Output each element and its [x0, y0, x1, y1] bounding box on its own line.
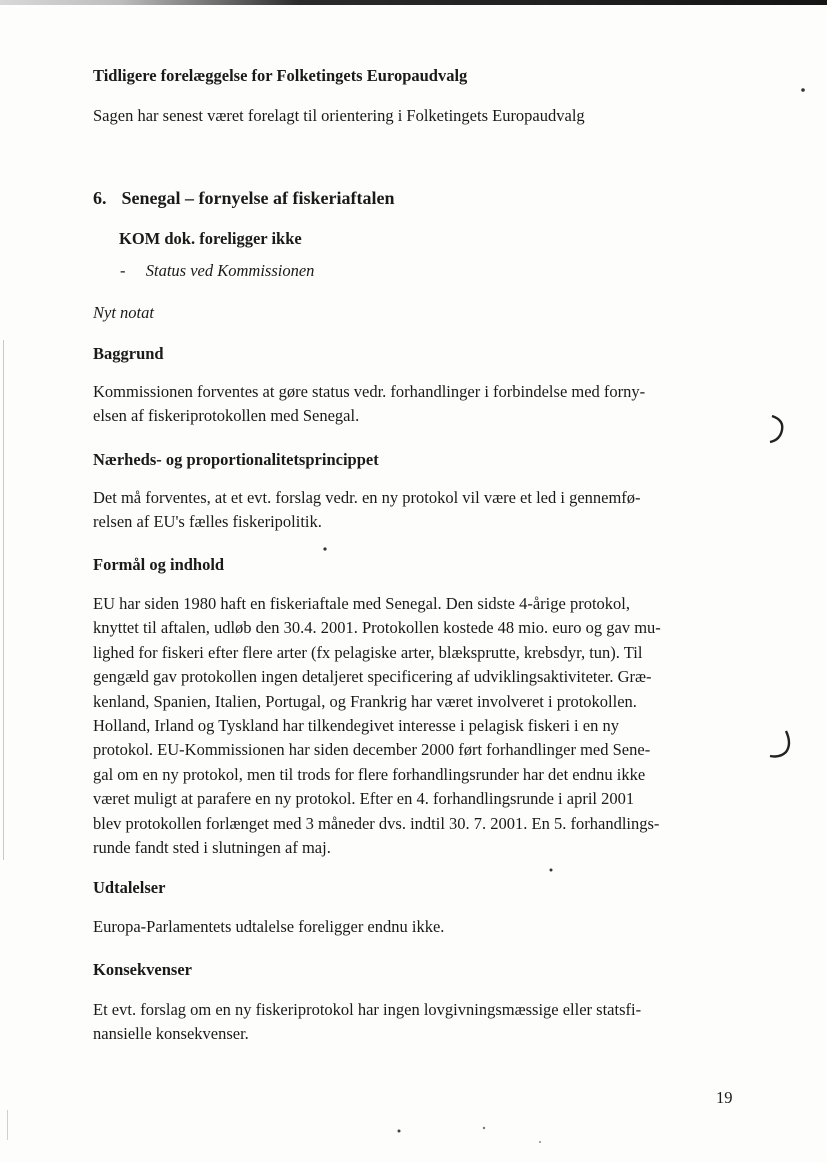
status-dash: -	[120, 261, 126, 280]
baggrund-line: Kommissionen forventes at gøre status vedr. forhandlinger i forbindelse med forny-	[93, 382, 646, 401]
scan-edge-left	[3, 340, 4, 860]
konsekvenser-line: nansielle konsekvenser.	[93, 1024, 249, 1044]
page-number: 19	[716, 1088, 733, 1107]
naerhed-paragraph	[93, 486, 641, 535]
formaal-heading: Formål og indhold	[93, 555, 225, 574]
binding-hole-mark-upper	[770, 416, 782, 442]
formaal-paragraph	[93, 592, 661, 860]
konsekvenser-paragraph	[93, 998, 641, 1047]
prev-section-heading: Tidligere forelæggelse for Folketingets Europaudvalg	[93, 66, 468, 85]
formaal-line: protokol. EU-Kommissionen har siden december 2000 ført forhandlinger med Sene-	[93, 740, 651, 760]
formaal-line: knyttet til aftalen, udløb den 30.4. 2001. Protokollen kostede 48 mio. euro og gav mu-	[93, 618, 661, 638]
naerhed-line: Det må forventes, at et evt. forslag vedr. en ny protokol vil være et led i gennemfø-	[93, 488, 641, 507]
formaal-line: gal om en ny protokol, men til trods for flere forhandlingsrunder har det endnu ikke	[93, 764, 646, 784]
udtalelser-heading: Udtalelser	[93, 878, 166, 897]
formaal-line: gengæld gav protokollen ingen detaljeret specificering af udviklingsaktiviteter. Græ-	[93, 667, 652, 687]
formaal-line: lighed for fiskeri efter flere arter (fx pelagiske arter, blæksprutte, krebsdyr, tun). Til	[93, 642, 643, 662]
baggrund-line: elsen af fiskeriprotokollen med Senegal.	[93, 406, 360, 426]
section-title: Senegal – fornyelse af fiskeriaftalen	[121, 188, 395, 208]
speck	[483, 1127, 485, 1129]
formaal-line: Holland, Irland og Tyskland har tilkendegivet interesse i pelagisk fiskeri i en ny	[93, 716, 619, 736]
udtalelser-body: Europa-Parlamentets udtalelse foreligger endnu ikke.	[93, 917, 445, 936]
naerhed-heading: Nærheds- og proportionalitetsprincippet	[93, 450, 379, 469]
formaal-line: blev protokollen forlænget med 3 måneder dvs. indtil 30. 7. 2001. En 5. forhandlings-	[93, 813, 660, 833]
speck	[801, 88, 805, 92]
speck	[550, 869, 553, 872]
formaal-line: været muligt at parafere en ny protokol. Efter en 4. forhandlingsrunde i april 2001	[93, 789, 635, 809]
scan-edge-top	[0, 0, 827, 5]
scan-edge-left-bottom	[7, 1110, 8, 1140]
section-6-title	[93, 186, 394, 210]
note-label: Nyt notat	[93, 303, 154, 322]
konsekvenser-heading: Konsekvenser	[93, 960, 192, 979]
status-text: Status ved Kommissionen	[145, 261, 315, 280]
konsekvenser-line: Et evt. forslag om en ny fiskeriprotokol har ingen lovgivningsmæssige eller statsfi-	[93, 1000, 642, 1019]
baggrund-heading: Baggrund	[93, 344, 164, 363]
section-number: 6.	[93, 188, 107, 208]
binding-hole-mark-lower	[770, 731, 789, 757]
status-line	[120, 259, 314, 283]
speck	[398, 1130, 401, 1133]
speck	[323, 547, 326, 550]
formaal-line: EU har siden 1980 haft en fiskeriaftale med Senegal. Den sidste 4-årige protokol,	[93, 594, 630, 613]
baggrund-paragraph	[93, 380, 645, 429]
kom-document-line: KOM dok. foreligger ikke	[119, 229, 302, 248]
formaal-line: runde fandt sted i slutningen af maj.	[93, 838, 331, 858]
prev-section-body: Sagen har senest været forelagt til orientering i Folketingets Europaudvalg	[93, 106, 585, 125]
naerhed-line: relsen af EU's fælles fiskeripolitik.	[93, 512, 322, 532]
speck	[539, 1141, 541, 1143]
formaal-line: kenland, Spanien, Italien, Portugal, og Frankrig har været involveret i protokollen.	[93, 691, 637, 711]
